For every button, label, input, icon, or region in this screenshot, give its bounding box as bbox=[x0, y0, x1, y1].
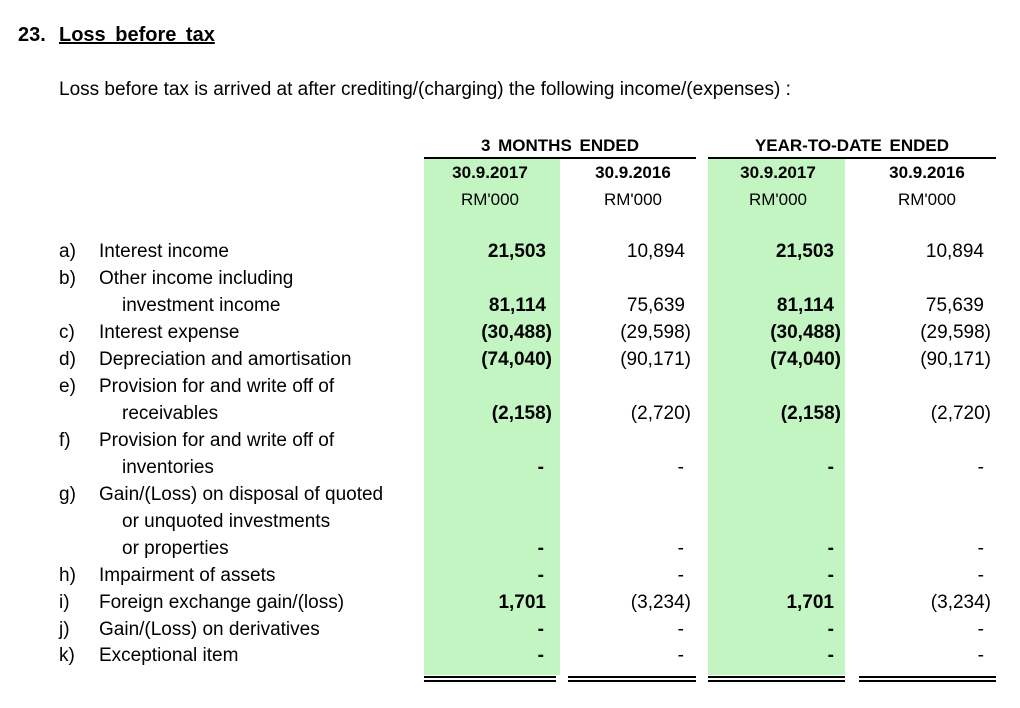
row-label: Interest expense bbox=[99, 322, 240, 343]
value-3m-2017: - bbox=[537, 457, 544, 478]
row-letter: c) bbox=[59, 322, 75, 343]
value-3m-2016: - bbox=[677, 645, 684, 666]
value-3m-2016: - bbox=[677, 457, 684, 478]
row-letter: e) bbox=[59, 376, 76, 397]
value-3m-2017: 1,701 bbox=[498, 592, 546, 613]
double-underline bbox=[568, 676, 696, 682]
value-3m-2016: (90,171) bbox=[620, 349, 691, 370]
value-ytd-2016: (90,171) bbox=[920, 349, 991, 370]
value-ytd-2016: - bbox=[977, 538, 984, 559]
value-ytd-2017: (2,158) bbox=[780, 403, 841, 424]
value-ytd-2017: (30,488) bbox=[770, 322, 841, 343]
value-3m-2017: (74,040) bbox=[481, 349, 552, 370]
row-letter: a) bbox=[59, 241, 76, 262]
row-label: Provision for and write off of bbox=[99, 430, 335, 451]
row-label-continued: receivables bbox=[122, 403, 219, 424]
value-ytd-2017: (74,040) bbox=[770, 349, 841, 370]
group-header-3-months: 3 MONTHS ENDED bbox=[480, 136, 640, 155]
value-3m-2016: - bbox=[677, 565, 684, 586]
value-ytd-2016: 75,639 bbox=[925, 295, 984, 316]
row-label: Depreciation and amortisation bbox=[99, 349, 352, 370]
row-label: Other income including bbox=[99, 268, 294, 289]
value-3m-2017: - bbox=[537, 619, 544, 640]
intro-text: Loss before tax is arrived at after crediting/(charging) the following income/(expenses) : bbox=[59, 79, 791, 100]
section-number: 23. bbox=[18, 24, 46, 46]
value-3m-2017: (2,158) bbox=[491, 403, 552, 424]
value-ytd-2016: - bbox=[977, 645, 984, 666]
value-3m-2017: 81,114 bbox=[488, 295, 546, 316]
value-ytd-2016: 10,894 bbox=[925, 241, 984, 262]
value-ytd-2017: - bbox=[827, 645, 834, 666]
section-title: Loss before tax bbox=[59, 24, 215, 46]
row-label: Impairment of assets bbox=[99, 565, 276, 586]
column-unit-header: RM'000 bbox=[603, 190, 663, 209]
value-3m-2016: - bbox=[677, 619, 684, 640]
column-unit-header: RM'000 bbox=[460, 190, 520, 209]
value-ytd-2016: - bbox=[977, 619, 984, 640]
group-header-ytd: YEAR-TO-DATE ENDED bbox=[754, 136, 950, 155]
column-date-header: 30.9.2016 bbox=[595, 163, 671, 182]
group-rule-3-months bbox=[424, 157, 696, 159]
row-letter: g) bbox=[59, 484, 76, 505]
row-label-continued: or unquoted investments bbox=[122, 511, 331, 532]
row-label: Provision for and write off of bbox=[99, 376, 335, 397]
row-label-continued: inventories bbox=[122, 457, 214, 478]
value-3m-2017: - bbox=[537, 645, 544, 666]
column-unit-header: RM'000 bbox=[748, 190, 808, 209]
row-letter: f) bbox=[59, 430, 71, 451]
value-ytd-2017: - bbox=[827, 457, 834, 478]
value-3m-2017: - bbox=[537, 538, 544, 559]
row-label-continued: or properties bbox=[122, 538, 229, 559]
row-letter: k) bbox=[59, 645, 75, 666]
value-ytd-2017: - bbox=[827, 565, 834, 586]
double-underline bbox=[859, 676, 996, 682]
row-letter: j) bbox=[59, 619, 70, 640]
value-ytd-2017: - bbox=[827, 538, 834, 559]
column-unit-header: RM'000 bbox=[897, 190, 957, 209]
row-label: Foreign exchange gain/(loss) bbox=[99, 592, 345, 613]
value-3m-2016: 10,894 bbox=[626, 241, 685, 262]
value-3m-2017: (30,488) bbox=[481, 322, 552, 343]
row-label-continued: investment income bbox=[122, 295, 281, 316]
row-letter: d) bbox=[59, 349, 76, 370]
row-label: Exceptional item bbox=[99, 645, 239, 666]
value-ytd-2017: 21,503 bbox=[775, 241, 834, 262]
row-letter: h) bbox=[59, 565, 76, 586]
value-ytd-2016: (29,598) bbox=[920, 322, 991, 343]
value-ytd-2017: 1,701 bbox=[786, 592, 834, 613]
value-3m-2016: 75,639 bbox=[626, 295, 685, 316]
double-underline bbox=[424, 676, 556, 682]
value-ytd-2016: (2,720) bbox=[930, 403, 991, 424]
value-ytd-2017: - bbox=[827, 619, 834, 640]
row-label: Interest income bbox=[99, 241, 229, 262]
value-ytd-2017: 81,114 bbox=[776, 295, 834, 316]
row-label: Gain/(Loss) on disposal of quoted bbox=[99, 484, 384, 505]
value-3m-2016: (29,598) bbox=[620, 322, 691, 343]
column-date-header: 30.9.2017 bbox=[452, 163, 528, 182]
value-3m-2016: (2,720) bbox=[630, 403, 691, 424]
value-3m-2017: - bbox=[537, 565, 544, 586]
value-ytd-2016: - bbox=[977, 565, 984, 586]
value-3m-2017: 21,503 bbox=[487, 241, 546, 262]
column-date-header: 30.9.2016 bbox=[889, 163, 965, 182]
double-underline bbox=[708, 676, 845, 682]
row-label: Gain/(Loss) on derivatives bbox=[99, 619, 320, 640]
value-ytd-2016: (3,234) bbox=[930, 592, 991, 613]
value-3m-2016: (3,234) bbox=[630, 592, 691, 613]
group-rule-ytd bbox=[708, 157, 996, 159]
value-3m-2016: - bbox=[677, 538, 684, 559]
row-letter: b) bbox=[59, 268, 76, 289]
row-letter: i) bbox=[59, 592, 70, 613]
value-ytd-2016: - bbox=[977, 457, 984, 478]
column-date-header: 30.9.2017 bbox=[740, 163, 816, 182]
